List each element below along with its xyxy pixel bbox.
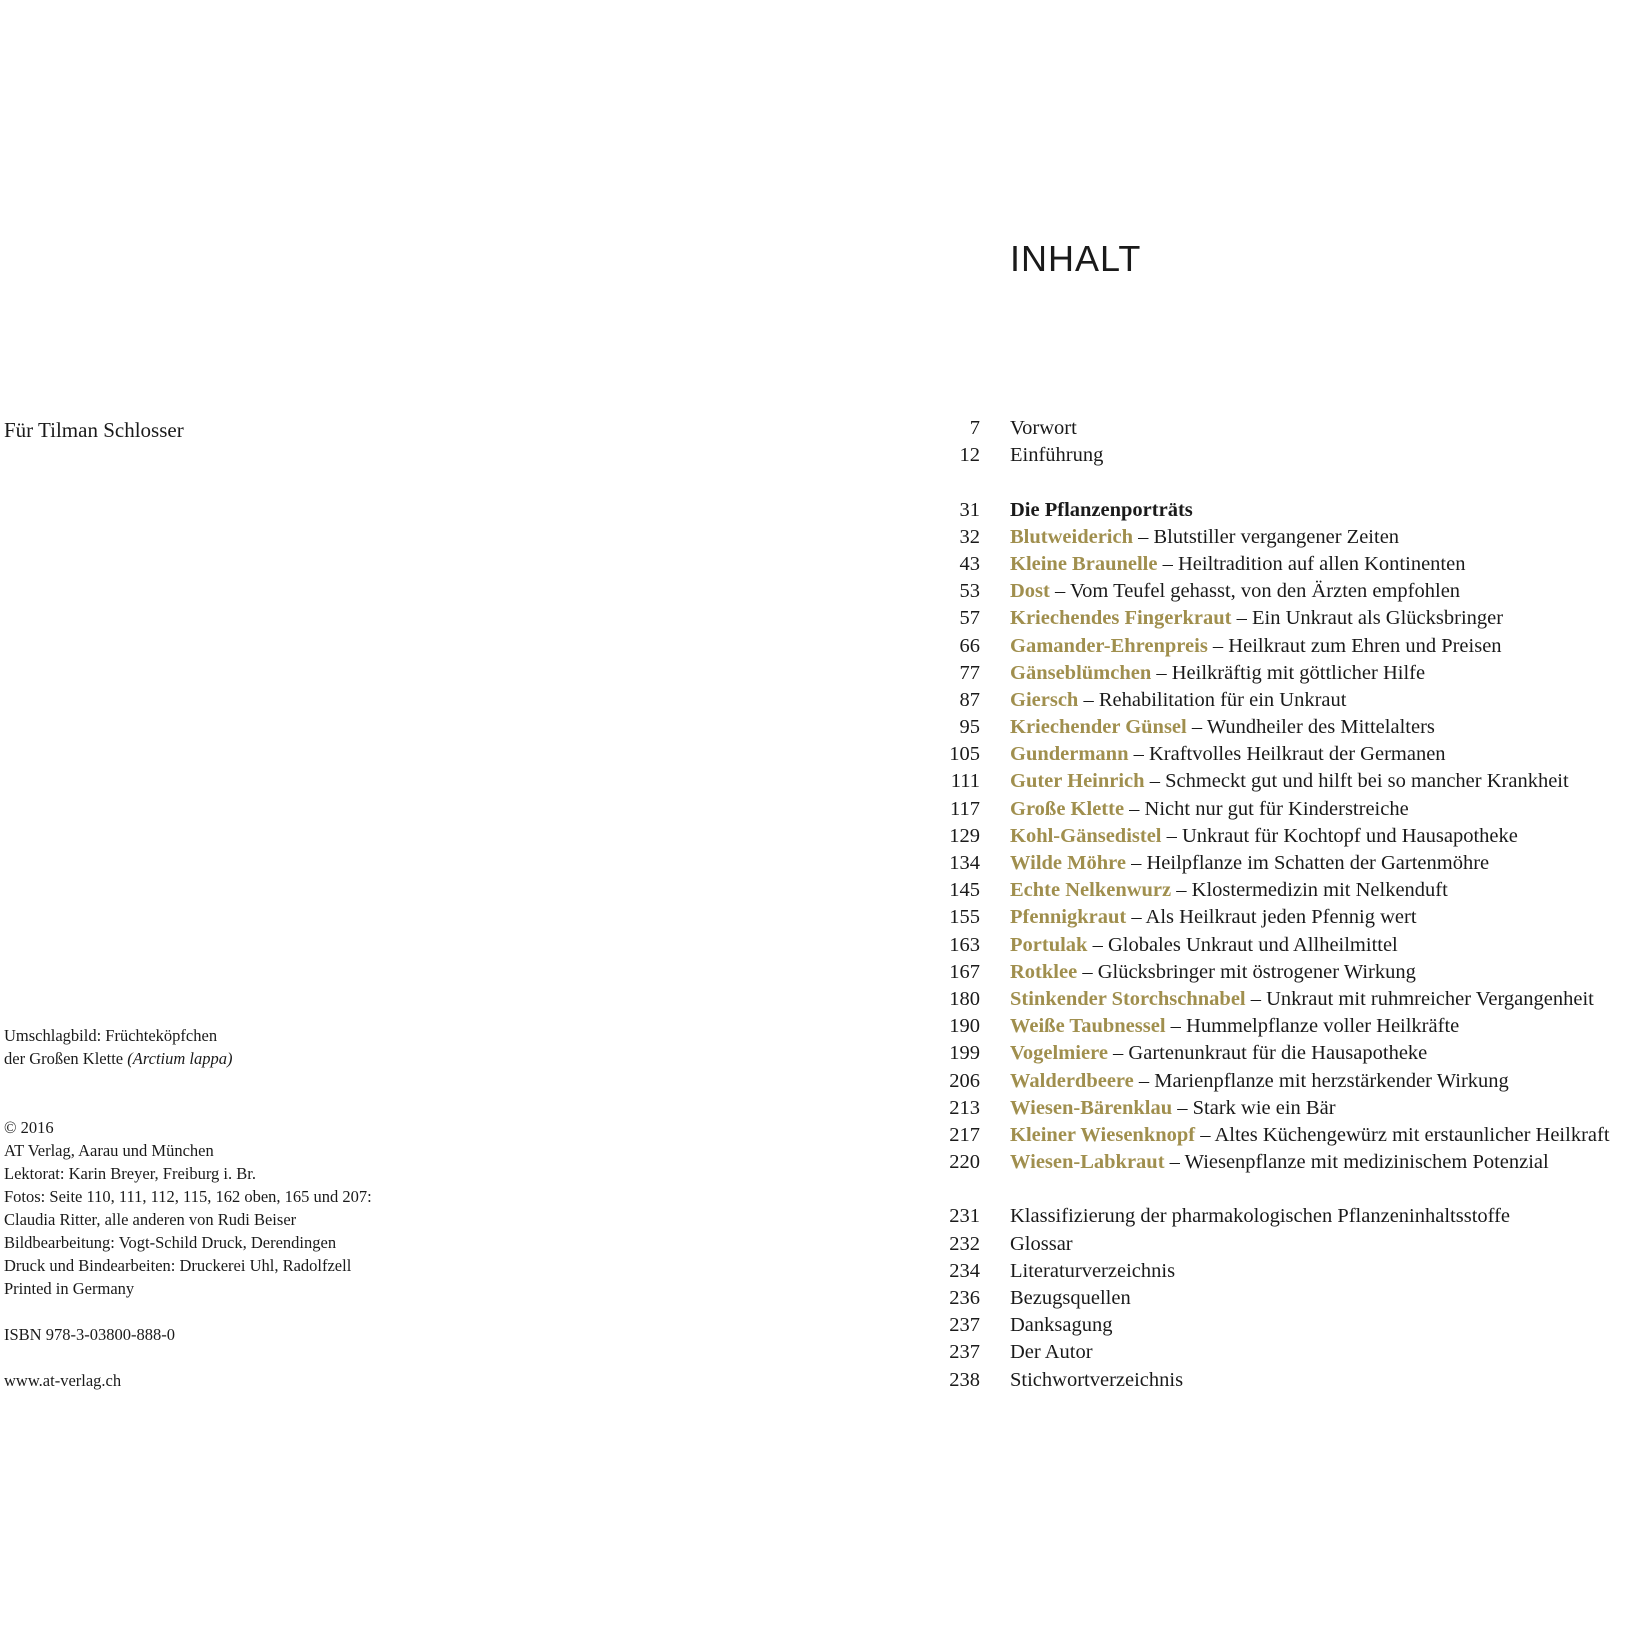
- toc-plant-row[interactable]: [900, 959, 1630, 986]
- toc-plant-name: Rotklee: [1010, 960, 1078, 983]
- toc-plant-row[interactable]: [900, 687, 1630, 714]
- toc-plant-row[interactable]: [900, 714, 1630, 741]
- imprint: [4, 1116, 372, 1392]
- toc-entry-title: Stichwortverzeichnis: [1010, 1368, 1184, 1391]
- imprint-line: Claudia Ritter, alle anderen von Rudi Beiser: [4, 1210, 297, 1229]
- toc-page-number: 145: [949, 879, 980, 902]
- toc-plant-row[interactable]: [900, 796, 1630, 823]
- toc-plant-subtitle: – Blutstiller vergangener Zeiten: [1133, 525, 1400, 548]
- toc-plant-subtitle: – Ein Unkraut als Glücksbringer: [1231, 607, 1504, 630]
- toc-plant-name: Pfennigkraut: [1010, 906, 1127, 929]
- toc-row[interactable]: [900, 1203, 1630, 1230]
- toc-plant-row[interactable]: [900, 1013, 1630, 1040]
- cover-caption: [4, 1024, 233, 1070]
- page-title: INHALT: [1010, 238, 1142, 279]
- toc-page-number: 217: [949, 1123, 980, 1146]
- toc-entry-title: Der Autor: [1010, 1341, 1093, 1364]
- toc-plant-row[interactable]: [900, 986, 1630, 1013]
- toc-page-number: 237: [949, 1341, 980, 1364]
- toc-plant-entry: [1010, 1068, 1509, 1095]
- toc-plant-entry: [1010, 850, 1489, 877]
- toc-plant-name: Wilde Möhre: [1010, 852, 1126, 874]
- toc-page-number: 117: [950, 797, 980, 820]
- toc-page-number: 66: [959, 634, 980, 657]
- toc-plant-subtitle: – Globales Unkraut und Allheilmittel: [1087, 933, 1398, 956]
- toc-page-number: 155: [949, 906, 980, 929]
- toc-row[interactable]: [900, 1312, 1630, 1339]
- toc-page-number: 105: [949, 743, 980, 766]
- toc-front-list: [900, 415, 1630, 469]
- toc-page-number: 220: [949, 1151, 980, 1174]
- imprint-line: Fotos: Seite 110, 111, 112, 115, 162 oben, 165 und 207:: [4, 1187, 372, 1206]
- toc-spacer: [900, 1176, 1630, 1203]
- imprint-line: AT Verlag, Aarau und München: [4, 1141, 214, 1160]
- toc-entry-title: Bezugsquellen: [1010, 1287, 1131, 1309]
- toc-plant-entry: [1010, 823, 1518, 850]
- toc-plant-name: Dost: [1010, 580, 1050, 603]
- toc-plant-name: Gänseblümchen: [1010, 661, 1152, 684]
- toc-page-number: 206: [949, 1069, 980, 1092]
- toc-page-number: 95: [959, 716, 980, 739]
- toc-entry-title: Danksagung: [1010, 1314, 1113, 1337]
- toc-page-number: 53: [959, 580, 980, 603]
- toc-plant-name: Vogelmiere: [1010, 1042, 1108, 1065]
- toc-page-number: 7: [969, 417, 980, 439]
- toc-plant-subtitle: – Heilkraut zum Ehren und Preisen: [1207, 634, 1502, 657]
- toc-page-number: 12: [959, 444, 980, 467]
- imprint-line: Druck und Bindearbeiten: Druckerei Uhl, Radolfzell: [4, 1256, 352, 1275]
- toc-plant-name: Gamander-Ehrenpreis: [1010, 634, 1208, 657]
- toc-plant-name: Blutweiderich: [1010, 525, 1133, 548]
- cover-caption-prefix: der Großen Klette: [4, 1049, 124, 1068]
- toc-page-number: 231: [949, 1205, 980, 1228]
- toc-plant-entry: [1010, 1040, 1427, 1067]
- toc-plant-subtitle: – Stark wie ein Bär: [1172, 1096, 1336, 1119]
- toc-plant-name: Gundermann: [1010, 743, 1129, 766]
- toc-page-number: 77: [959, 661, 980, 684]
- toc-plant-entry: [1010, 796, 1409, 823]
- cover-caption-line1: Umschlagbild: Früchteköpfchen: [4, 1026, 218, 1045]
- toc-plant-name: Kleiner Wiesenknopf: [1010, 1123, 1196, 1146]
- toc-page-number: 213: [949, 1096, 980, 1119]
- cover-caption-latin: (Arctium lappa): [127, 1049, 233, 1068]
- table-of-contents: [900, 415, 1630, 1394]
- toc-plant-name: Wiesen-Bärenklau: [1010, 1096, 1173, 1119]
- toc-page-number: 180: [949, 987, 980, 1010]
- toc-plant-name: Große Klette: [1010, 797, 1125, 820]
- toc-plant-entry: [1010, 714, 1435, 741]
- toc-plant-row[interactable]: [900, 932, 1630, 959]
- toc-plant-row[interactable]: [900, 1040, 1630, 1067]
- toc-plant-subtitle: – Gartenunkraut für die Hausapotheke: [1107, 1042, 1428, 1065]
- toc-plant-subtitle: – Glücksbringer mit östrogener Wirkung: [1077, 960, 1416, 983]
- toc-row[interactable]: [900, 415, 1630, 442]
- toc-plant-entry: [1010, 660, 1425, 687]
- toc-plant-entry: [1010, 932, 1398, 959]
- toc-plant-row[interactable]: [900, 741, 1630, 768]
- toc-entry-title: Klassifizierung der pharmakologischen Pflanzeninhaltsstoffe: [1010, 1205, 1511, 1228]
- toc-page-number: 167: [949, 960, 980, 983]
- toc-page-number: 87: [959, 688, 980, 711]
- toc-plant-name: Wiesen-Labkraut: [1010, 1151, 1165, 1174]
- toc-page-number: 163: [949, 933, 980, 956]
- toc-plant-subtitle: – Hummelpflanze voller Heilkräfte: [1165, 1015, 1460, 1038]
- toc-row[interactable]: [900, 1367, 1630, 1394]
- toc-plant-subtitle: – Unkraut für Kochtopf und Hausapotheke: [1161, 824, 1518, 847]
- toc-plant-subtitle: – Marienpflanze mit herzstärkender Wirkung: [1133, 1069, 1509, 1092]
- toc-row[interactable]: [900, 1258, 1630, 1285]
- toc-plant-row[interactable]: [900, 904, 1630, 931]
- toc-page-number: 199: [949, 1042, 980, 1065]
- toc-plant-row[interactable]: [900, 524, 1630, 551]
- toc-plant-entry: [1010, 959, 1416, 986]
- toc-plant-subtitle: – Heilkräftig mit göttlicher Hilfe: [1151, 661, 1426, 684]
- toc-page-number: 236: [949, 1287, 980, 1309]
- toc-plant-row[interactable]: [900, 1149, 1630, 1176]
- toc-plant-subtitle: – Heiltradition auf allen Kontinenten: [1157, 552, 1466, 575]
- isbn: ISBN 978-3-03800-888-0: [4, 1325, 175, 1344]
- toc-plant-entry: [1010, 741, 1446, 768]
- toc-plant-subtitle: – Nicht nur gut für Kinderstreiche: [1124, 797, 1409, 820]
- toc-plant-name: Echte Nelkenwurz: [1010, 879, 1172, 902]
- toc-plant-name: Stinkender Storchschnabel: [1010, 987, 1246, 1010]
- toc-plant-name: Giersch: [1010, 688, 1079, 711]
- toc-plant-entry: [1010, 578, 1460, 605]
- toc-plant-row[interactable]: [900, 768, 1630, 795]
- toc-plant-entry: [1010, 687, 1346, 714]
- toc-plant-name: Walderdbeere: [1010, 1069, 1134, 1092]
- toc-plant-list: [900, 524, 1630, 1177]
- toc-plant-subtitle: – Unkraut mit ruhmreicher Vergangenheit: [1245, 987, 1594, 1010]
- toc-plant-row[interactable]: [900, 850, 1630, 877]
- toc-page-number: 190: [949, 1015, 980, 1038]
- toc-plant-subtitle: – Altes Küchengewürz mit erstaunlicher Heilkraft: [1195, 1123, 1610, 1146]
- toc-plant-subtitle: – Rehabilitation für ein Unkraut: [1078, 688, 1347, 711]
- toc-spacer: [900, 469, 1630, 496]
- toc-plant-entry: [1010, 605, 1503, 632]
- toc-plant-row[interactable]: [900, 1068, 1630, 1095]
- toc-plant-row[interactable]: [900, 877, 1630, 904]
- toc-plant-subtitle: – Kraftvolles Heilkraut der Germanen: [1128, 743, 1446, 766]
- toc-plant-entry: [1010, 904, 1417, 931]
- toc-plant-subtitle: – Vom Teufel gehasst, von den Ärzten empfohlen: [1049, 580, 1461, 603]
- imprint-line: Bildbearbeitung: Vogt-Schild Druck, Derendingen: [4, 1233, 337, 1252]
- toc-plant-subtitle: – Als Heilkraut jeden Pfennig wert: [1126, 906, 1417, 929]
- toc-section-row[interactable]: [900, 497, 1630, 524]
- toc-entry-title: Einführung: [1010, 444, 1104, 467]
- toc-back-list: [900, 1203, 1630, 1393]
- toc-plant-name: Guter Heinrich: [1010, 770, 1145, 793]
- toc-page-number: 232: [949, 1232, 980, 1255]
- toc-row[interactable]: [900, 442, 1630, 469]
- toc-plant-entry: [1010, 1149, 1549, 1176]
- toc-plant-row[interactable]: [900, 605, 1630, 632]
- imprint-line: Printed in Germany: [4, 1279, 135, 1298]
- toc-plant-name: Weiße Taubnessel: [1010, 1015, 1166, 1038]
- toc-plant-entry: [1010, 986, 1594, 1013]
- toc-plant-name: Kohl-Gänsedistel: [1010, 824, 1162, 847]
- toc-plant-subtitle: – Wiesenpflanze mit medizinischem Potenzial: [1164, 1151, 1549, 1174]
- toc-page-number: 234: [949, 1259, 980, 1282]
- toc-page-number: 31: [959, 498, 980, 521]
- toc-page-number: 237: [949, 1314, 980, 1337]
- toc-plant-row[interactable]: [900, 633, 1630, 660]
- toc-plant-name: Portulak: [1010, 933, 1088, 956]
- toc-page-number: 134: [949, 852, 980, 874]
- toc-plant-row[interactable]: [900, 578, 1630, 605]
- toc-row[interactable]: [900, 1231, 1630, 1258]
- imprint-line: Lektorat: Karin Breyer, Freiburg i. Br.: [4, 1164, 256, 1183]
- toc-plant-entry: [1010, 1013, 1459, 1040]
- toc-entry-title: Vorwort: [1010, 417, 1077, 439]
- toc-row[interactable]: [900, 1285, 1630, 1312]
- dedication: Für Tilman Schlosser: [4, 418, 184, 442]
- toc-plant-entry: [1010, 551, 1465, 578]
- toc-plant-row[interactable]: [900, 660, 1630, 687]
- cover-caption-line2: [4, 1047, 233, 1070]
- imprint-line: © 2016: [4, 1118, 54, 1137]
- toc-plant-entry: [1010, 633, 1502, 660]
- toc-page-number: 32: [959, 525, 980, 548]
- toc-plant-subtitle: – Schmeckt gut und hilft bei so mancher Krankheit: [1144, 770, 1569, 793]
- toc-plant-entry: [1010, 768, 1569, 795]
- toc-row[interactable]: [900, 1339, 1630, 1366]
- toc-plant-row[interactable]: [900, 1122, 1630, 1149]
- toc-plant-subtitle: – Wundheiler des Mittelalters: [1186, 716, 1435, 739]
- toc-plant-name: Kriechender Günsel: [1010, 716, 1187, 739]
- toc-plant-row[interactable]: [900, 823, 1630, 850]
- toc-plant-name: Kleine Braunelle: [1010, 552, 1158, 575]
- toc-page-number: 238: [949, 1368, 980, 1391]
- toc-plant-row[interactable]: [900, 1095, 1630, 1122]
- toc-section-title: Die Pflanzenporträts: [1010, 498, 1193, 521]
- toc-plant-entry: [1010, 877, 1448, 904]
- toc-plant-entry: [1010, 524, 1399, 551]
- toc-entry-title: Glossar: [1010, 1232, 1073, 1255]
- toc-page-number: 57: [959, 607, 980, 630]
- toc-page-number: 129: [949, 824, 980, 847]
- website-link[interactable]: www.at-verlag.ch: [4, 1371, 122, 1390]
- toc-plant-subtitle: – Klostermedizin mit Nelkenduft: [1171, 879, 1448, 902]
- toc-entry-title: Literaturverzeichnis: [1010, 1259, 1176, 1282]
- toc-page-number: 111: [950, 770, 980, 793]
- toc-plant-row[interactable]: [900, 551, 1630, 578]
- toc-plant-name: Kriechendes Fingerkraut: [1010, 607, 1232, 630]
- toc-page-number: 43: [959, 552, 980, 575]
- toc-plant-entry: [1010, 1095, 1336, 1122]
- toc-plant-subtitle: – Heilpflanze im Schatten der Gartenmöhre: [1125, 852, 1490, 874]
- toc-plant-entry: [1010, 1122, 1610, 1149]
